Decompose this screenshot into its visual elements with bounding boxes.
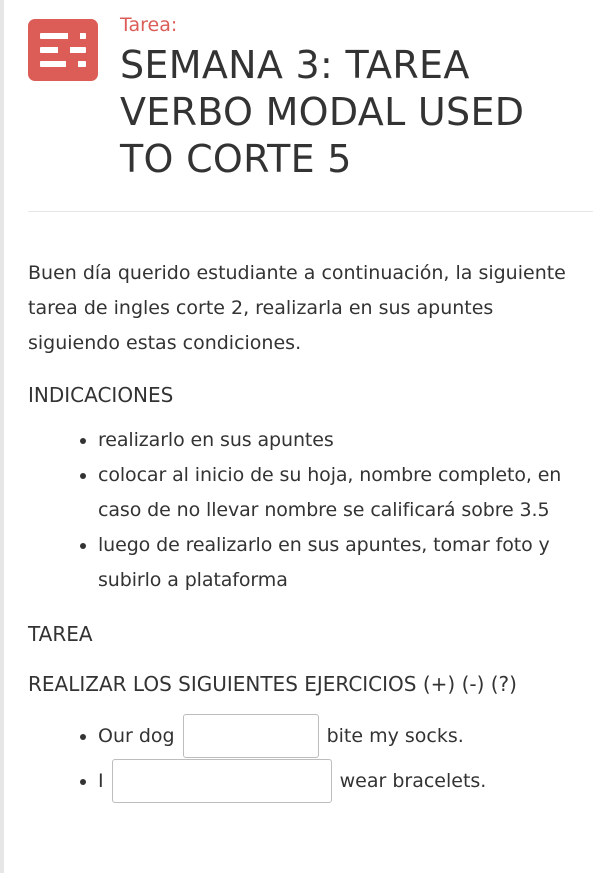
exercises-heading: REALIZAR LOS SIGUIENTES EJERCICIOS (+) (-) (?) — [28, 672, 517, 696]
left-border — [0, 0, 4, 873]
indications-heading: INDICACIONES — [28, 383, 174, 407]
answer-input-2[interactable] — [112, 759, 332, 803]
list-item: • luego de realizarlo en sus apuntes, tomar foto y subirlo a plataforma — [98, 528, 588, 598]
exercise-item — [98, 759, 588, 804]
exercise-suffix: wear bracelets. — [339, 770, 487, 792]
tarea-label: TAREA — [28, 622, 93, 646]
indications-list — [28, 423, 588, 598]
answer-input-1[interactable] — [183, 714, 319, 758]
page-title: SEMANA 3: TAREA VERBO MODAL USED TO CORTE 5 — [120, 43, 525, 181]
header-divider — [28, 211, 593, 212]
assignment-type-label: Tarea: — [120, 14, 178, 36]
exercise-prefix: • Our dog — [98, 725, 175, 747]
assignment-icon — [28, 19, 98, 81]
exercise-item — [98, 714, 588, 759]
list-item: • realizarlo en sus apuntes — [98, 423, 588, 458]
exercise-list — [28, 714, 588, 804]
list-item: • colocar al inicio de su hoja, nombre completo, en caso de no llevar nombre se calificará sobre 3.5 — [98, 458, 588, 528]
exercise-suffix: bite my socks. — [326, 725, 464, 747]
exercise-prefix: • I — [98, 770, 104, 792]
intro-text: Buen día querido estudiante a continuación, la siguiente tarea de ingles corte 2, realizarla en sus apuntes siguiendo estas condiciones. — [28, 262, 566, 354]
assignment-body — [28, 256, 588, 804]
